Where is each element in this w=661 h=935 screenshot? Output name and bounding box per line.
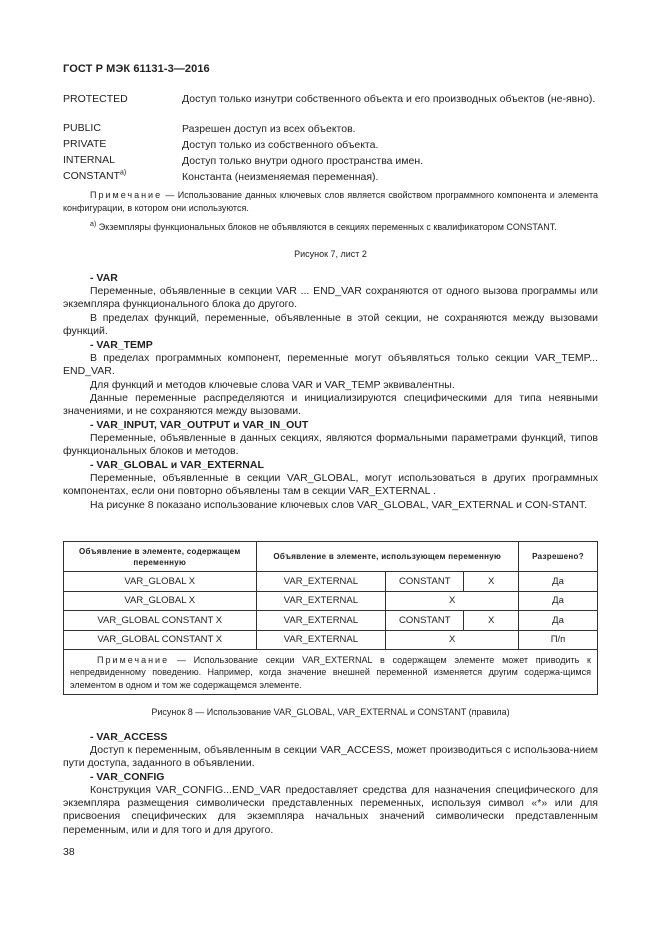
table-note-text: — Использование секции VAR_EXTERNAL в содержащем элементе может приводить к непредвиденному поведению. Например, когда значение внешней переменной изменяется другим содержа-щимся элементом в одном и том же содержащемся элементе.	[70, 655, 591, 690]
keyword-constant-desc: Константа (неизменяемая переменная).	[182, 171, 379, 183]
keyword-constant-name: CONSTANT	[63, 170, 120, 182]
cell-outer: VAR_GLOBAL X	[64, 572, 257, 592]
heading-var: - VAR	[90, 272, 118, 284]
table-row	[64, 591, 598, 611]
keyword-private-desc: Доступ только из собственного объекта.	[182, 139, 379, 151]
cell-constant: CONSTANT	[386, 572, 464, 592]
cell-inner: VAR_EXTERNAL	[256, 572, 386, 592]
note-label: Примечание	[90, 190, 163, 200]
heading-var-config: - VAR_CONFIG	[90, 771, 165, 783]
cell-inner: VAR_EXTERNAL	[256, 630, 386, 650]
table-header-inner: Объявление в элементе, использующем переменную	[256, 542, 519, 572]
keyword-internal-desc: Доступ только внутри одного пространства имен.	[182, 155, 424, 167]
var-temp-paragraph-1: В пределах программных компонент, переменные могут объявляться только секции VAR_TEMP... END_VAR.	[63, 352, 598, 378]
cell-outer: VAR_GLOBAL X	[64, 591, 257, 611]
footnote-a	[90, 221, 600, 234]
var-paragraph-2: В пределах функций, переменные, объявленные в этой секции, не сохраняются между вызовами функций.	[63, 312, 598, 338]
figure-8-table	[63, 541, 598, 695]
table-note-row	[64, 650, 598, 695]
var-temp-paragraph-2: Для функций и методов ключевые слова VAR и VAR_TEMP эквивалентны.	[90, 379, 455, 391]
var-config-paragraph-1: Конструкция VAR_CONFIG...END_VAR предоставляет средства для назначения специфического для экземпляра размещения символически представленных переменных, используя символ «*» или для присвоения специфических для экземпляра начальных значений символически представленным переменным, или и для того и для другого.	[63, 784, 598, 836]
table-note-label: Примечание	[97, 655, 170, 665]
keyword-protected-desc: Доступ только изнутри собственного объекта и его производных объектов (не-явно).	[182, 93, 596, 105]
cell-inner: VAR_EXTERNAL	[256, 611, 386, 631]
footnote-a-text: Экземпляры функциональных блоков не объявляются в секциях переменных с квалификатором CONSTANT.	[96, 222, 557, 232]
cell-allowed: Да	[519, 591, 598, 611]
heading-var-global: - VAR_GLOBAL и VAR_EXTERNAL	[90, 459, 264, 471]
footnote-a-mark: a)	[90, 221, 97, 228]
table-row	[64, 572, 598, 592]
cell-allowed: Да	[519, 611, 598, 631]
heading-var-temp: - VAR_TEMP	[90, 339, 153, 351]
var-io-paragraph-1: Переменные, объявленные в данных секциях, являются формальными параметрами функций, типов функциональных блоков и методов.	[63, 432, 598, 458]
figure-8-caption: Рисунок 8 — Использование VAR_GLOBAL, VAR_EXTERNAL и CONSTANT (правила)	[151, 707, 510, 717]
heading-var-io: - VAR_INPUT, VAR_OUTPUT и VAR_IN_OUT	[90, 419, 309, 431]
table-row	[64, 630, 598, 650]
cell-allowed: П/п	[519, 630, 598, 650]
cell-x: X	[386, 630, 519, 650]
keyword-protected: PROTECTED	[63, 93, 128, 105]
keyword-internal: INTERNAL	[63, 154, 115, 166]
var-global-paragraph-2: На рисунке 8 показано использование ключевых слов VAR_GLOBAL, VAR_EXTERNAL и CON-STANT.	[90, 499, 588, 511]
table-row	[64, 611, 598, 631]
table-note	[64, 650, 598, 695]
keyword-constant-footnote-mark: a)	[119, 169, 127, 177]
note-keywords	[63, 189, 598, 215]
keyword-constant	[63, 169, 126, 183]
page-number: 38	[63, 846, 75, 858]
var-paragraph-1: Переменные, объявленные в секции VAR ... END_VAR сохраняются от одного вызова программы или экземпляра функционального блока до другого.	[63, 285, 598, 311]
cell-outer: VAR_GLOBAL CONSTANT X	[64, 630, 257, 650]
var-global-paragraph-1: Переменные, объявленные в секции VAR_GLOBAL, могут использоваться в других программных компонентах, если они повторно объявлены там в секции VAR_EXTERNAL .	[63, 472, 598, 498]
keyword-private: PRIVATE	[63, 138, 107, 150]
var-temp-paragraph-3: Данные переменные распределяются и инициализируются специфическими для типа неявными значениями, и не сохраняются между вызовами.	[63, 392, 598, 418]
keyword-public-desc: Разрешен доступ из всех объектов.	[182, 123, 356, 135]
cell-allowed: Да	[519, 572, 598, 592]
var-access-paragraph-1: Доступ к переменным, объявленным в секции VAR_ACCESS, может производиться с использова-нием пути доступа, заданного в объявлении.	[63, 744, 598, 770]
cell-outer: VAR_GLOBAL CONSTANT X	[64, 611, 257, 631]
note-text: — Использование данных ключевых слов является свойством программного компонента и элемента конфигурации, в котором они используются.	[63, 190, 598, 213]
keyword-public: PUBLIC	[63, 122, 101, 134]
document-header: ГОСТ Р МЭК 61131-3—2016	[63, 63, 210, 75]
table-header-row	[64, 542, 598, 572]
figure-7-caption: Рисунок 7, лист 2	[294, 249, 367, 259]
cell-x: X	[386, 591, 519, 611]
cell-inner: VAR_EXTERNAL	[256, 591, 386, 611]
cell-x: X	[464, 611, 519, 631]
cell-x: X	[464, 572, 519, 592]
table-header-outer: Объявление в элементе, содержащем переменную	[64, 542, 257, 572]
heading-var-access: - VAR_ACCESS	[90, 731, 168, 743]
table-header-allowed: Разрешено?	[519, 542, 598, 572]
cell-constant: CONSTANT	[386, 611, 464, 631]
